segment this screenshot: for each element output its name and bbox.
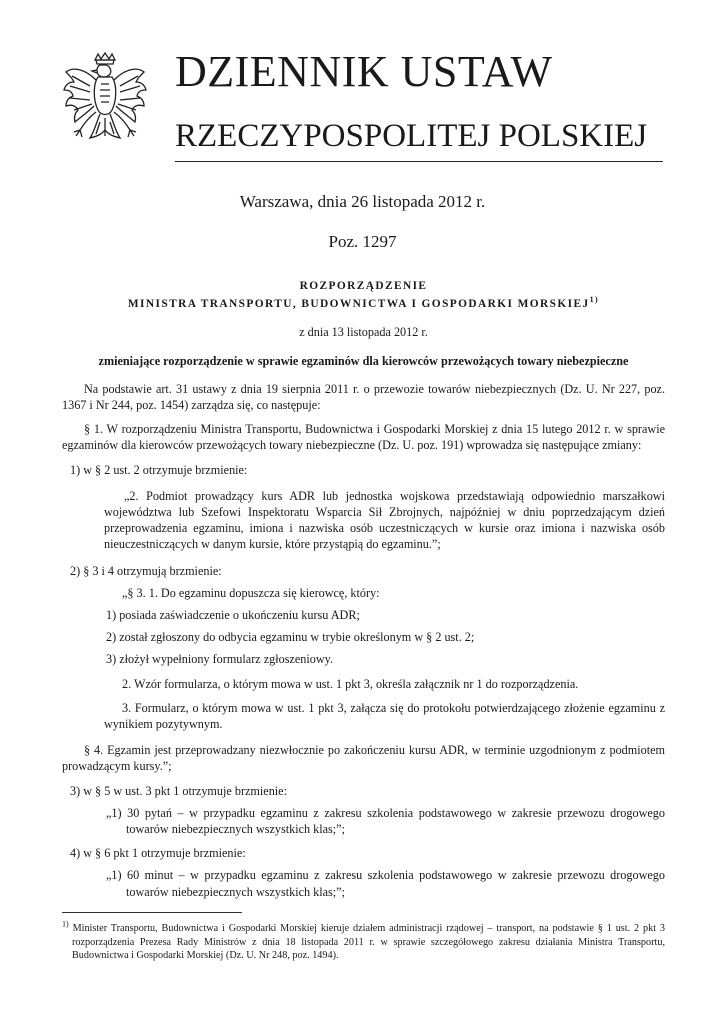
amendment-2-par3-ust2: 2. Wzór formularza, o którym mowa w ust. 1 pkt 3, określa załącznik nr 1 do rozporządzenia. [122, 676, 579, 691]
publication-date: Warszawa, dnia 26 listopada 2012 r. [239, 192, 486, 211]
footnote-text: Minister Transportu, Budownictwa i Gospodarki Morskiej kieruje działem administracji rządowej – transport, na podstawie § 1 ust. 2 pkt 3 rozporządzenia Prezesa Rady Ministrów z dnia 18 listopada 2011 r. w sprawie szczegółowego zakresu działania Ministra Transportu, Budownictwa i Gospodarki Morskiej (Dz. U. Nr 248, poz. 1494). [72, 923, 665, 962]
amendment-2-par3: „§ 3. 1. Do egzaminu dopuszcza się kierowcę, który: [122, 585, 380, 600]
position-number: Poz. 1297 [328, 232, 397, 251]
amendment-3-text: „1) 30 pytań – w przypadku egzaminu z zakresu szkolenia podstawowego w zakresie przewozu drogowego towarów niebezpiecznych wszystkich klas;”; [106, 805, 665, 837]
act-type: ROZPORZĄDZENIE [299, 280, 428, 292]
amendment-2-par3-pt1: 1) posiada zaświadczenie o ukończeniu kursu ADR; [106, 608, 360, 623]
act-date: z dnia 13 listopada 2012 r. [299, 325, 428, 340]
amendment-1: 1) w § 2 ust. 2 otrzymuje brzmienie: [70, 462, 248, 477]
amendment-4-text: „1) 60 minut – w przypadku egzaminu z zakresu szkolenia podstawowego w zakresie przewozu drogowego towarów niebezpiecznych wszystkich klas;”; [106, 868, 665, 899]
amendment-1-text: „2. Podmiot prowadzący kurs ADR lub jednostka wojskowa przedstawiają odpowiednio marszałkowi województwa lub Szefowi Inspektoratu Wsparcia Sił Zbrojnych, najpóźniej w dniu poprzedzającym dzień przeprowadzenia egzaminu, imiona i nazwiska osób uczestniczących w kursie oraz imiona i nazwiska osób nieuczestniczących w danym kursie, które przystąpią do egzaminu.”; [104, 488, 665, 552]
act-subject: zmieniające rozporządzenie w sprawie egzaminów dla kierowców przewożących towary niebezpieczne [98, 353, 629, 368]
amendment-4: 4) w § 6 pkt 1 otrzymuje brzmienie: [70, 846, 246, 861]
title-divider [175, 161, 663, 162]
journal-title: DZIENNIK USTAW [175, 47, 553, 96]
act-content [62, 278, 665, 900]
footnote-ref[interactable]: 1) [589, 295, 600, 305]
amendment-2-par3-ust3: 3. Formularz, o którym mowa w ust. 1 pkt 3, załącza się do protokołu potwierdzającego złożenie egzaminu z wynikiem pozytywnym. [104, 700, 665, 732]
amendment-2-par3-pt3: 3) złożył wypełniony formularz zgłoszeniowy. [106, 652, 333, 667]
amendment-2-par3-pt2: 2) został zgłoszony do odbycia egzaminu w trybie określonym w § 2 ust. 2; [106, 630, 475, 645]
polish-eagle-emblem-icon [60, 52, 150, 162]
footnote-divider [62, 912, 242, 913]
amendment-2-par4: § 4. Egzamin jest przeprowadzany niezwłocznie po zakończeniu kursu ADR, w terminie uzgodnionym z podmiotem prowadzącym kursy.”; [62, 743, 665, 774]
footnote [62, 919, 665, 963]
paragraph-1: § 1. W rozporządzeniu Ministra Transportu, Budownictwa i Gospodarki Morskiej z dnia 15 lutego 2012 r. w sprawie egzaminów dla kierowców przewożących towary niebezpieczne (Dz. U. poz. 191) wprowadza się następujące zmiany: [62, 422, 665, 453]
preamble: Na podstawie art. 31 ustawy z dnia 19 sierpnia 2011 r. o przewozie towarów niebezpiecznych (Dz. U. Nr 227, poz. 1367 i Nr 244, poz. 1454) zarządza się, co następuje: [62, 381, 665, 413]
footnote-marker: 1) [62, 919, 69, 929]
journal-subtitle: RZECZYPOSPOLITEJ POLSKIEJ [175, 118, 648, 154]
amendment-2: 2) § 3 i 4 otrzymują brzmienie: [70, 563, 222, 578]
act-authority: MINISTRA TRANSPORTU, BUDOWNICTWA I GOSPODARKI MORSKIEJ$^{1)}$ [127, 295, 600, 311]
amendment-3: 3) w § 5 w ust. 3 pkt 1 otrzymuje brzmienie: [70, 783, 287, 798]
